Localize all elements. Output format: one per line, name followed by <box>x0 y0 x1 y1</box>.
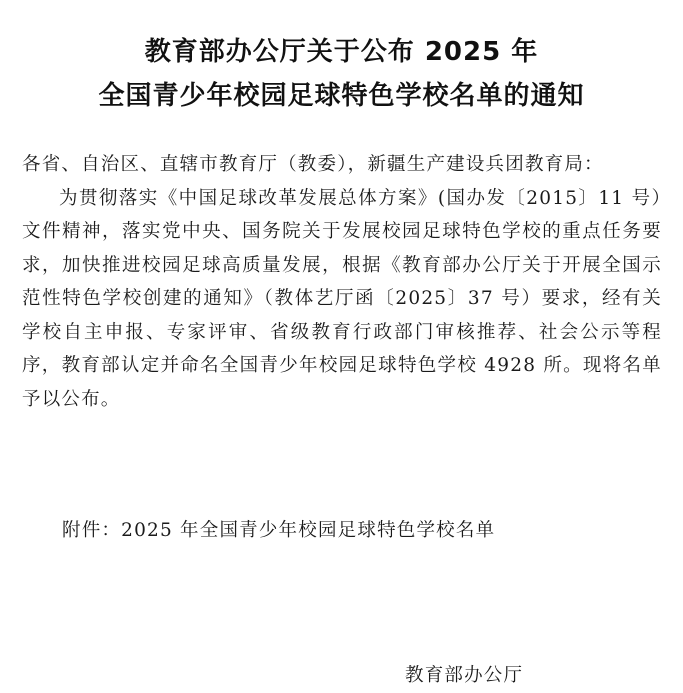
attachment-line: 附件：2025 年全国青少年校园足球特色学校名单 <box>62 520 496 541</box>
title-line-1: 教育部办公厅关于公布 2025 年 <box>144 37 539 67</box>
signature: 教育部办公厅 <box>405 665 524 686</box>
salutation: 各省、自治区、直辖市教育厅（教委），新疆生产建设兵团教育局： <box>22 154 604 175</box>
document-title <box>0 30 683 118</box>
title-line-2: 全国青少年校园足球特色学校名单的通知 <box>98 81 585 111</box>
document-body <box>22 148 662 416</box>
body-paragraph: 为贯彻落实《中国足球改革发展总体方案》(国办发〔2015〕11 号）文件精神，落实党中央、国务院关于发展校园足球特色学校的重点任务要求，加快推进校园足球高质量发展，根据《教育部办公厅关于开展全国示范性特色学校创建的通知》（教体艺厅函〔2025〕37 号）要求，经有关学校自主申报、专家评审、省级教育行政部门审核推荐、社会公示等程序，教育部认定并命名全国青少年校园足球特色学校 4928 所。现将名单予以公布。 <box>22 187 662 410</box>
